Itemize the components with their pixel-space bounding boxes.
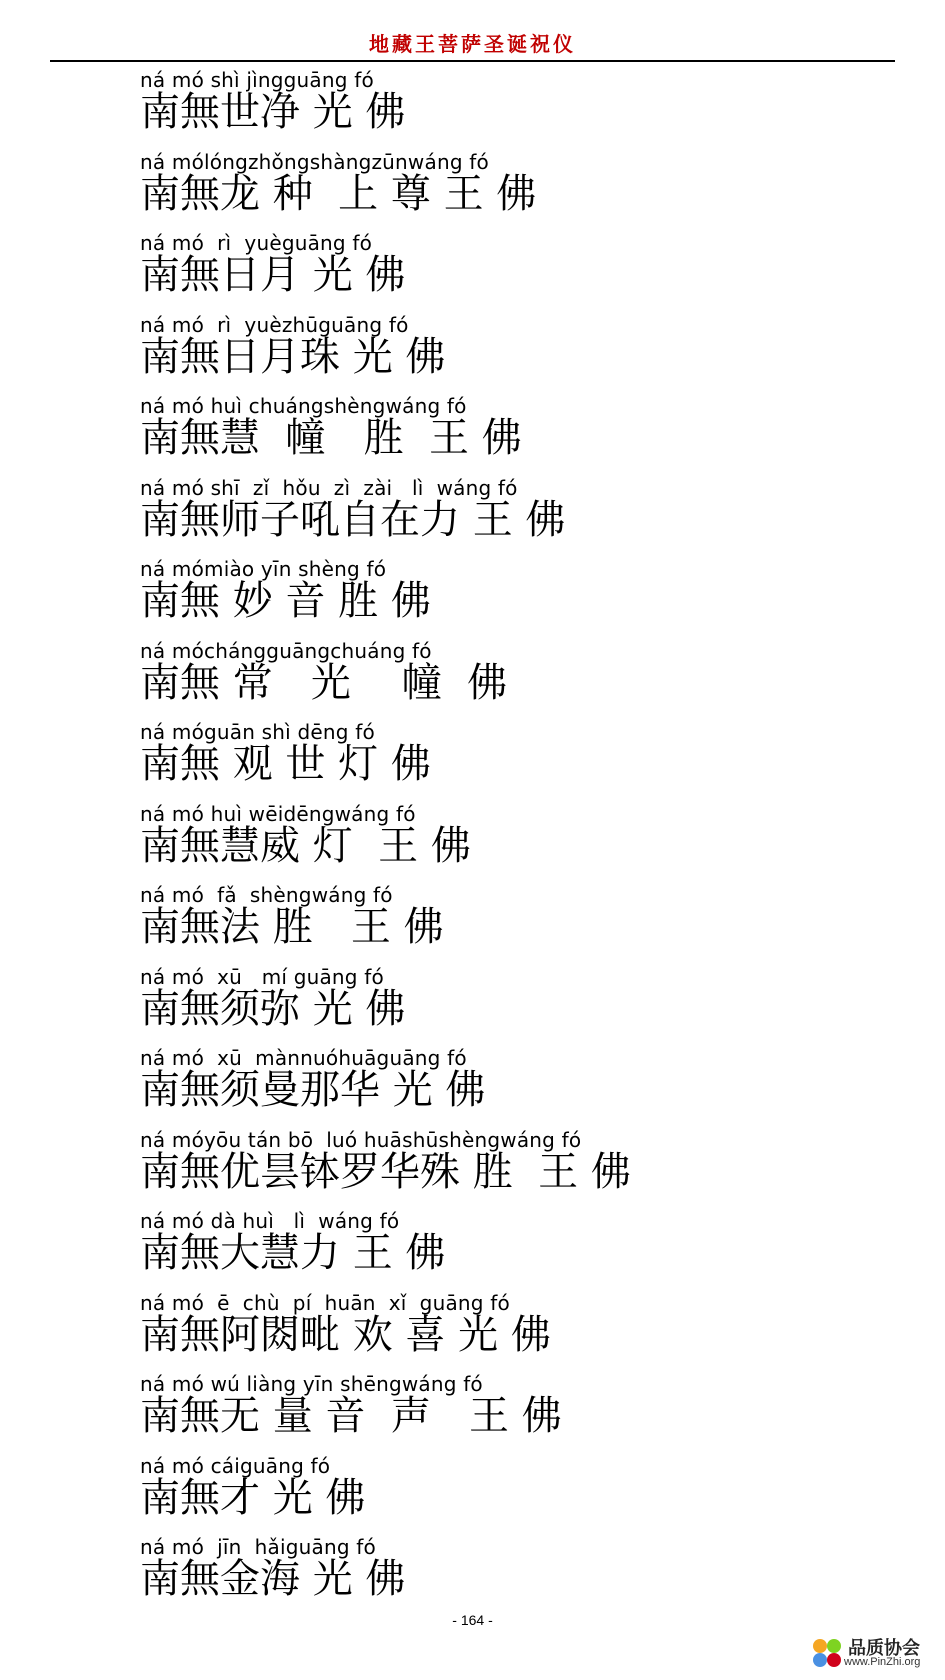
pinyin-line: ná mó shì jìngguāng fó: [140, 68, 374, 92]
header-divider: [50, 60, 895, 62]
buddha-name-entry: [140, 231, 900, 313]
page-number: - 164 -: [452, 1612, 493, 1628]
pinyin-line: ná mómiào yīn shèng fó: [140, 557, 387, 581]
hanzi-line: 南無 观 世 灯 佛: [140, 741, 431, 787]
hanzi-line: 南無须弥 光 佛: [140, 985, 406, 1032]
buddha-name-entry: [140, 1046, 900, 1128]
pinyin-line: ná mó wú liàng yīn shēngwáng fó: [140, 1372, 483, 1396]
page-header-title: 地藏王菩萨圣诞祝仪: [369, 32, 576, 56]
buddha-name-entry: [140, 965, 900, 1047]
pinyin-line: ná mó xū mí guāng fó: [140, 964, 384, 989]
pinyin-line: ná mó rì yuèzhūguāng fó: [140, 312, 409, 337]
pinyin-line: ná móyōu tán bō luó huāshūshèngwáng fó: [140, 1127, 582, 1152]
watermark-name: 品质协会: [848, 1638, 920, 1659]
buddha-name-entry: [140, 557, 900, 639]
pinyin-line: ná mó dà huì lì wáng fó: [140, 1209, 400, 1233]
pinyin-line: ná mó fǎ shèngwáng fó: [140, 883, 393, 907]
hanzi-line: 南無优昙钵罗华殊 胜 王 佛: [140, 1148, 631, 1195]
watermark: [808, 1630, 933, 1674]
pinyin-line: ná mó huì wēidēngwáng fó: [140, 801, 416, 826]
watermark-url: www.PinZhi.org: [844, 1656, 921, 1668]
buddha-name-entry: [140, 1291, 900, 1373]
buddha-name-entry: [140, 68, 900, 150]
pinyin-line: ná móguān shì dēng fó: [140, 720, 375, 744]
hanzi-line: 南無金海 光 佛: [140, 1556, 406, 1602]
buddha-name-entry: [140, 1372, 900, 1454]
hanzi-line: 南無慧 幢 胜 王 佛: [140, 415, 522, 461]
buddha-name-entry: [140, 150, 900, 232]
hanzi-line: 南無龙 种 上 尊 王 佛: [140, 170, 537, 217]
hanzi-line: 南無阿閦毗 欢 喜 光 佛: [140, 1311, 551, 1358]
hanzi-line: 南無慧威 灯 王 佛: [140, 822, 471, 869]
pinyin-line: ná mó xū mànnuóhuāguāng fó: [140, 1046, 467, 1070]
buddha-name-list: [140, 68, 900, 1617]
hanzi-line: 南無须曼那华 光 佛: [140, 1067, 486, 1113]
hanzi-line: 南無师子吼自在力 王 佛: [140, 496, 566, 543]
hanzi-line: 南無日月珠 光 佛: [140, 333, 446, 380]
pinyin-line: ná móchángguāngchuáng fó: [140, 638, 432, 663]
pinyin-line: ná mó cáiguāng fó: [140, 1453, 331, 1478]
buddha-name-entry: [140, 1535, 900, 1617]
buddha-name-entry: [140, 1128, 900, 1210]
buddha-name-entry: [140, 394, 900, 476]
pinyin-line: ná mó ē chù pí huān xǐ guāng fó: [140, 1290, 510, 1315]
hanzi-line: 南無世净 光 佛: [140, 89, 406, 135]
pinyin-line: ná mólóngzhǒngshàngzūnwáng fó: [140, 149, 489, 174]
hanzi-line: 南無法 胜 王 佛: [140, 904, 444, 950]
hanzi-line: 南無才 光 佛: [140, 1474, 366, 1521]
buddha-name-entry: [140, 720, 900, 802]
buddha-name-entry: [140, 639, 900, 721]
buddha-name-entry: [140, 313, 900, 395]
buddha-name-entry: [140, 476, 900, 558]
watermark-logo-icon: [808, 1634, 846, 1672]
hanzi-line: 南無无 量 音 声 王 佛: [140, 1393, 562, 1439]
buddha-name-entry: [140, 1209, 900, 1291]
pinyin-line: ná mó shī zǐ hǒu zì zài lì wáng fó: [140, 475, 518, 500]
hanzi-line: 南無日月 光 佛: [140, 252, 406, 298]
pinyin-line: ná mó jīn hǎiguāng fó: [140, 1535, 376, 1559]
hanzi-line: 南無 常 光 幢 佛: [140, 659, 508, 706]
pinyin-line: ná mó rì yuèguāng fó: [140, 231, 373, 255]
buddha-name-entry: [140, 802, 900, 884]
buddha-name-entry: [140, 1454, 900, 1536]
buddha-name-entry: [140, 883, 900, 965]
hanzi-line: 南無 妙 音 胜 佛: [140, 578, 431, 624]
pinyin-line: ná mó huì chuángshèngwáng fó: [140, 394, 467, 418]
hanzi-line: 南無大慧力 王 佛: [140, 1230, 446, 1276]
